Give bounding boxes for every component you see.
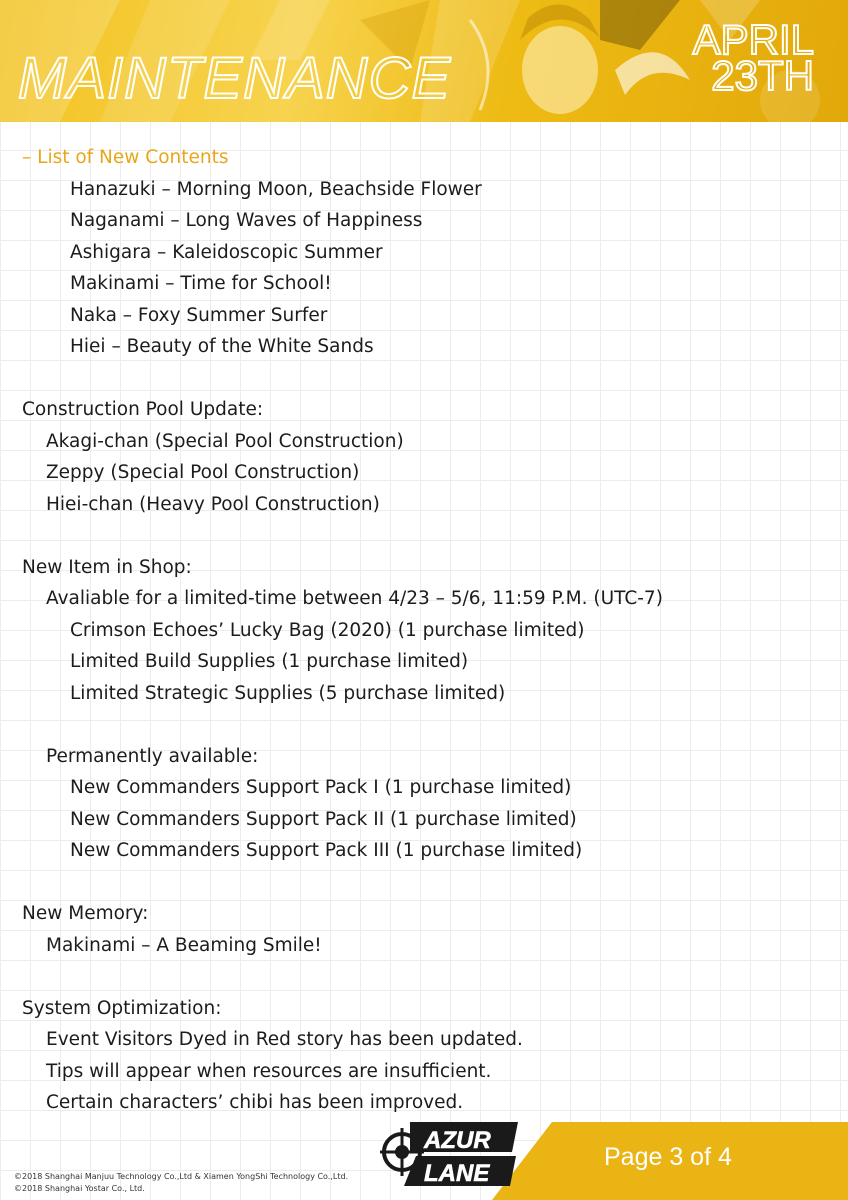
date-day: 23TH bbox=[711, 52, 814, 99]
copyright-line: ©2018 Shanghai Manjuu Technology Co.,Ltd & Xiamen YongShi Technology Co.,Ltd. bbox=[14, 1172, 349, 1181]
section-system-optimization bbox=[22, 993, 832, 1119]
subsection-heading: Avaliable for a limited-time between 4/23 – 5/6, 11:59 P.M. (UTC-7) bbox=[46, 588, 663, 609]
list-item: Makinami – A Beaming Smile! bbox=[46, 934, 322, 956]
header-banner bbox=[0, 0, 848, 122]
list-item: New Commanders Support Pack III (1 purchase limited) bbox=[70, 840, 583, 861]
section-new-contents bbox=[22, 142, 832, 363]
list-item: Limited Build Supplies (1 purchase limited) bbox=[70, 651, 469, 672]
list-item: Hiei-chan (Heavy Pool Construction) bbox=[46, 493, 380, 515]
list-item: Zeppy (Special Pool Construction) bbox=[46, 462, 360, 483]
maintenance-date bbox=[692, 16, 814, 99]
list-item: New Commanders Support Pack II (1 purchase limited) bbox=[70, 808, 577, 830]
section-construction-pool bbox=[22, 394, 832, 520]
logo-text-lane: LANE bbox=[424, 1160, 490, 1187]
list-item: Certain characters’ chibi has been improved. bbox=[46, 1092, 464, 1113]
list-item: Ashigara – Kaleidoscopic Summer bbox=[70, 241, 383, 263]
section-heading: New Item in Shop: bbox=[22, 556, 192, 578]
section-heading: New Memory: bbox=[22, 903, 149, 924]
copyright-line: ©2018 Shanghai Yostar Co., Ltd. bbox=[14, 1184, 145, 1193]
list-item: Hanazuki – Morning Moon, Beachside Flower bbox=[70, 178, 482, 200]
spacer bbox=[22, 867, 832, 899]
page-title: MAINTENANCE bbox=[18, 46, 452, 111]
list-item: New Commanders Support Pack I (1 purchase limited) bbox=[70, 777, 572, 798]
list-item: Limited Strategic Supplies (5 purchase limited) bbox=[70, 682, 506, 704]
azur-lane-logo bbox=[380, 1118, 522, 1190]
section-heading: System Optimization: bbox=[22, 997, 222, 1019]
section-heading: – List of New Contents bbox=[22, 147, 229, 168]
page-indicator: Page 3 of 4 bbox=[604, 1143, 732, 1171]
list-item: Crimson Echoes’ Lucky Bag (2020) (1 purchase limited) bbox=[70, 619, 585, 641]
list-item: Tips will appear when resources are insufficient. bbox=[46, 1060, 492, 1082]
list-item: Event Visitors Dyed in Red story has been updated. bbox=[46, 1029, 523, 1050]
section-new-memory bbox=[22, 898, 832, 961]
subsection-heading: Permanently available: bbox=[46, 745, 259, 767]
list-item: Makinami – Time for School! bbox=[70, 273, 332, 294]
list-item: Hiei – Beauty of the White Sands bbox=[70, 336, 374, 357]
section-shop bbox=[22, 552, 832, 867]
list-item: Naganami – Long Waves of Happiness bbox=[70, 210, 423, 231]
list-item: Naka – Foxy Summer Surfer bbox=[70, 304, 328, 326]
spacer bbox=[22, 363, 832, 395]
list-item: Akagi-chan (Special Pool Construction) bbox=[46, 430, 404, 452]
spacer bbox=[22, 709, 832, 741]
spacer bbox=[22, 961, 832, 993]
section-heading: Construction Pool Update: bbox=[22, 399, 264, 420]
logo-text-azur: AZUR bbox=[424, 1127, 491, 1154]
date-month: APRIL bbox=[692, 16, 814, 63]
spacer bbox=[22, 520, 832, 552]
notice-body bbox=[22, 142, 832, 1119]
